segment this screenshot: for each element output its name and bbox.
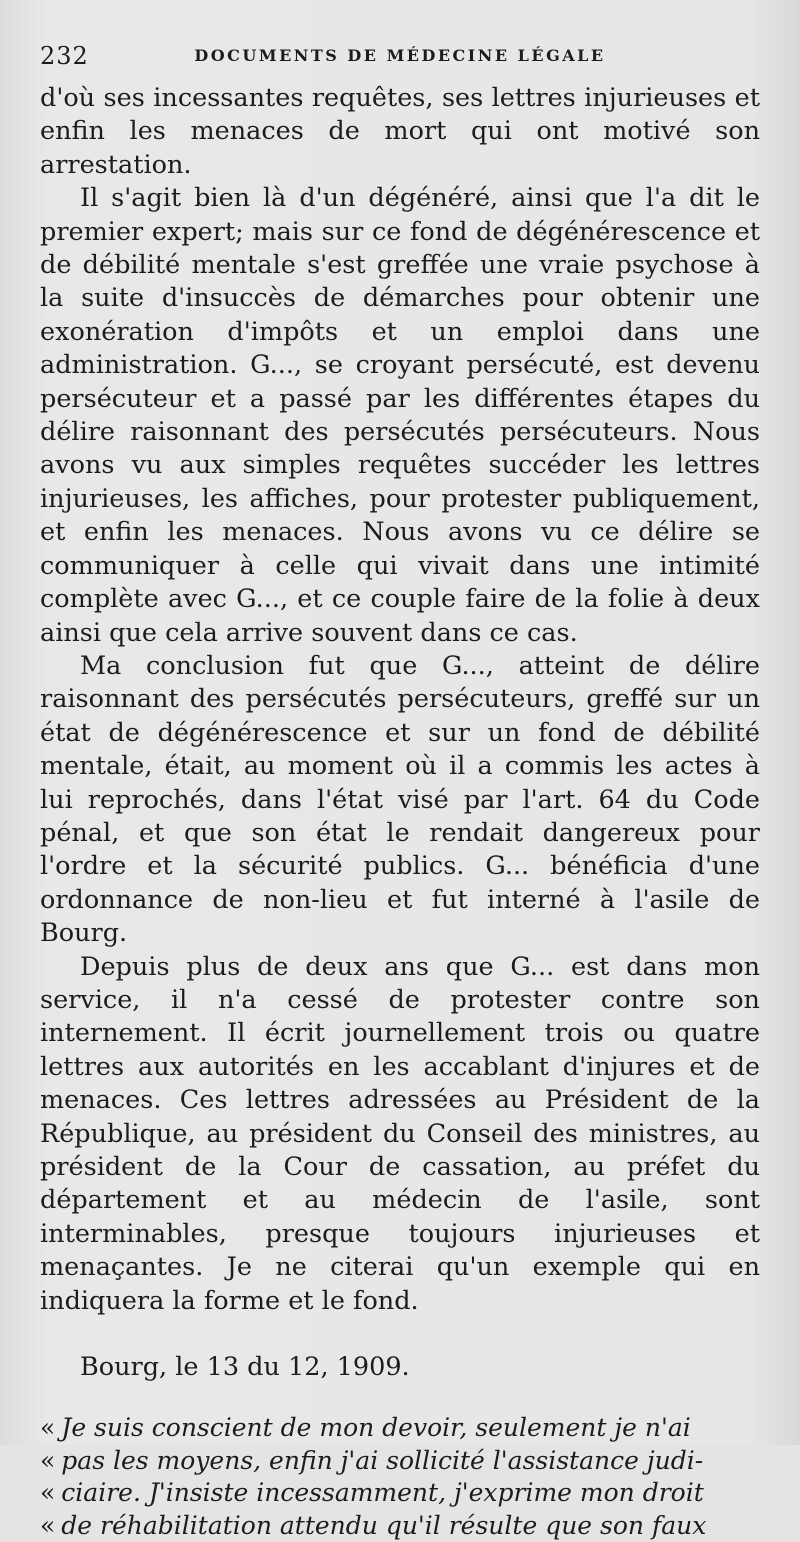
quote-line-text: ciaire. J'insiste incessamment, j'exprime mon droit [61, 1478, 704, 1508]
paragraph-internment: Depuis plus de deux ans que G... est dans mon service, il n'a cessé de protester contre son internement. Il écrit journellement trois ou quatre lettres aux autorités en les accablant d'injures et de menaces. Ces lettres adressées au Président de la République, au président du Conseil des ministres, au président de la Cour de cassation, au préfet du département et au médecin de l'asile, sont interminables, presque toujours injurieuses et menaçantes. Je ne citerai qu'un exemple qui en indiquera la forme et le fond. [40, 951, 760, 1316]
quote-mark: « [40, 1478, 56, 1508]
page-number: 232 [40, 42, 89, 70]
quote-line-text: Je suis conscient de mon devoir, seulement je n'ai [61, 1413, 691, 1443]
quote-line-text: pas les moyens, enfin j'ai sollicité l'assistance judi- [61, 1445, 704, 1475]
paragraph-diagnosis: Il s'agit bien là d'un dégénéré, ainsi que l'a dit le premier expert; mais sur ce fond de dégénérescence et de débilité mentale s'est greffée une vraie psychose à la suite d'insuccès de démarches pour obtenir une exonération d'impôts et un emploi dans une administration. G..., se croyant persécuté, est devenu persécuteur et a passé par les différentes étapes du délire raisonnant des persécutés persécuteurs. Nous avons vu aux simples requêtes succéder les lettres injurieuses, les affiches, pour protester publiquement, et enfin les menaces. Nous avons vu ce délire se communiquer à celle qui vivait dans une intimité complète avec G..., et ce couple faire de la folie à deux ainsi que cela arrive souvent dans ce cas. [40, 183, 760, 648]
body-text [40, 82, 760, 1542]
running-title: DOCUMENTS DE MÉDECINE LÉGALE [194, 46, 606, 65]
letter-dateline: Bourg, le 13 du 12, 1909. [80, 1352, 410, 1383]
quote-line [40, 1477, 760, 1510]
quote-line [40, 1445, 760, 1478]
running-head [40, 42, 760, 82]
quote-line [40, 1510, 760, 1542]
quote-mark: « [40, 1445, 56, 1475]
paragraph-conclusion: Ma conclusion fut que G..., atteint de délire raisonnant des persécutés persécuteurs, greffé sur un état de dégénérescence et sur un fond de débilité mentale, était, au moment où il a commis les actes à lui reprochés, dans l'état visé par l'art. 64 du Code pénal, et que son état le rendait dangereux pour l'ordre et la sécurité publics. G... bénéficia d'une ordonnance de non-lieu et fut interné à l'asile de Bourg. [40, 650, 760, 949]
quote-mark: « [40, 1510, 56, 1540]
quoted-letter [40, 1412, 760, 1542]
quote-mark: « [40, 1413, 56, 1443]
quote-line-text: de réhabilitation attendu qu'il résulte que son faux [61, 1510, 707, 1540]
paragraph-continuation: d'où ses incessantes requêtes, ses lettres injurieuses et enfin les menaces de mort qui ont motivé son arrestation. [40, 83, 760, 180]
quote-line [40, 1412, 760, 1445]
